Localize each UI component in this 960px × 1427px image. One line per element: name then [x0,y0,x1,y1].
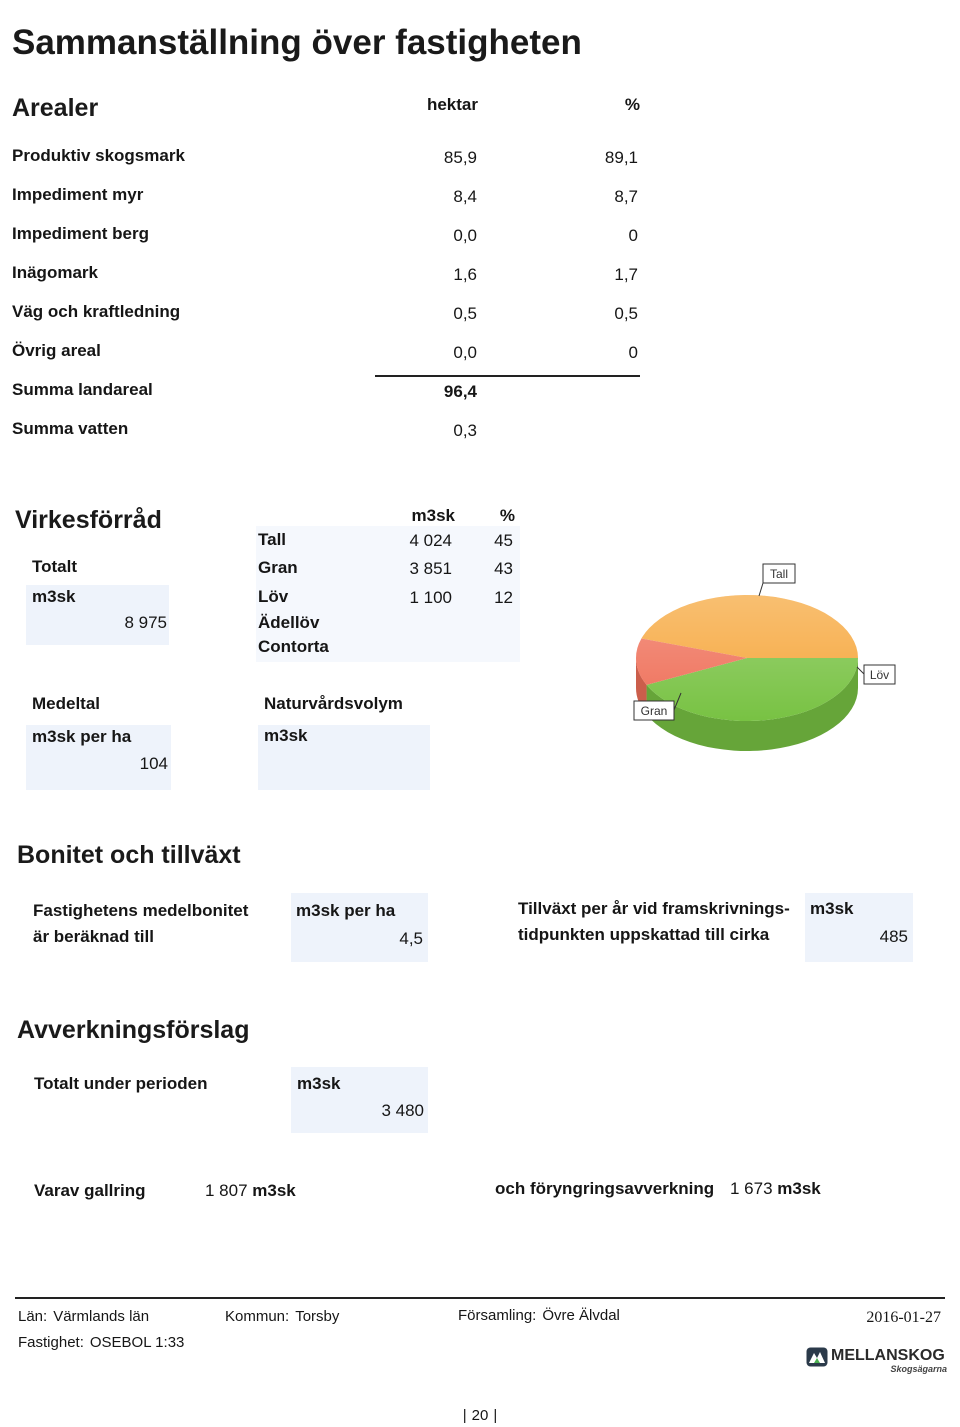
tillvaxt-value: 485 [879,927,908,946]
medeltal-unit: m3sk per ha [32,727,132,746]
gallring-amount [205,1182,296,1199]
species-percent: 43 [494,559,513,578]
row-label: Impediment berg [12,224,149,243]
bonitet-heading: Bonitet och tillväxt [17,841,241,869]
avverkning-heading: Avverkningsförslag [17,1016,250,1044]
row-label: Inägomark [12,263,98,282]
forsamling-value: Övre Älvdal [542,1307,620,1324]
tillvaxt-label: Tillväxt per år vid framskrivnings- [518,899,790,918]
leader-line-tall [759,583,763,596]
naturvardsvolym-label: Naturvårdsvolym [264,694,403,713]
foryngring-value: 1 673 [730,1179,773,1198]
page-title: Sammanställning över fastigheten [12,23,582,62]
medeltal-value: 104 [139,754,168,773]
tillvaxt-label-cont: tidpunkten uppskattad till cirka [518,925,770,944]
page-number: | 20 | [430,1408,530,1423]
logo-tagline: Skogsägarna [890,1364,947,1374]
totalt-unit: m3sk [32,587,76,606]
row-hektar: 1,6 [453,265,477,284]
row-percent: 89,1 [604,148,638,167]
footer-forsamling [458,1308,620,1323]
kommun-value: Torsby [295,1308,340,1325]
species-name: Löv [258,587,289,606]
pie-label-text: Gran [640,704,668,718]
fastighet-label: Fastighet: [18,1334,84,1351]
pie-label-text: Löv [869,668,890,682]
pie-label-lov [864,665,895,684]
kommun-label: Kommun: [225,1308,290,1325]
medelbonitet-label: Fastighetens medelbonitet [33,901,249,920]
row-hektar: 0,0 [453,226,477,245]
virkesforrad-heading: Virkesförråd [15,506,162,534]
tillvaxt-unit: m3sk [810,899,854,918]
foryngring-amount [730,1180,821,1197]
pie-label-tall [763,564,795,583]
footer-divider [15,1297,945,1299]
sum-divider [375,375,640,377]
row-label: Produktiv skogsmark [12,146,185,165]
row-label: Impediment myr [12,185,144,204]
avverkning-totalt-label: Totalt under perioden [34,1074,208,1093]
avverkning-totalt-value: 3 480 [381,1101,424,1120]
foryngring-unit: m3sk [777,1179,821,1198]
pie-label-gran [634,701,674,720]
medelbonitet-value: 4,5 [399,929,423,948]
row-percent: 0 [628,343,638,362]
row-percent: 8,7 [614,187,638,206]
mellanskog-logo-icon [806,1347,828,1367]
row-hektar: 85,9 [443,148,477,167]
gallring-label: Varav gallring [34,1181,146,1200]
medelbonitet-unit: m3sk per ha [296,901,396,920]
row-percent: 0 [628,226,638,245]
col-header-percent: % [499,506,515,525]
pie-label-text: Tall [769,567,789,581]
leader-line-lov [857,667,864,674]
summa-landareal-label: Summa landareal [12,380,153,399]
footer-lan [18,1309,149,1324]
row-hektar: 0,5 [453,304,477,323]
row-percent: 0,5 [614,304,638,323]
row-label: Väg och kraftledning [12,302,181,321]
medeltal-label: Medeltal [32,694,101,713]
fastighet-value: OSEBOL 1:33 [89,1334,185,1351]
summa-landareal-value: 96,4 [443,382,477,401]
species-m3sk: 4 024 [409,531,452,550]
row-label: Övrig areal [12,341,101,360]
medelbonitet-label-cont: är beräknad till [33,927,154,946]
col-header-percent: % [624,95,640,114]
row-hektar: 0,0 [453,343,477,362]
footer-fastighet [18,1335,184,1350]
foryngring-label: och föryngringsavverkning [495,1179,715,1198]
footer-kommun [225,1309,339,1324]
footer-date: 2016-01-27 [866,1309,941,1326]
species-m3sk: 1 100 [409,588,452,607]
naturvardsvolym-unit: m3sk [264,726,308,745]
species-pie-chart [600,550,930,790]
arealer-heading: Arealer [12,94,99,122]
species-name: Tall [258,530,287,549]
species-percent: 45 [494,531,513,550]
col-header-m3sk: m3sk [411,506,455,525]
totalt-label: Totalt [32,557,78,576]
species-name: Ädellöv [258,613,320,632]
totalt-value: 8 975 [124,613,167,632]
avverkning-totalt-unit: m3sk [297,1074,341,1093]
summa-vatten-label: Summa vatten [12,419,129,438]
summa-vatten-value: 0,3 [453,421,477,440]
col-header-hektar: hektar [426,95,478,114]
species-m3sk: 3 851 [409,559,452,578]
species-name: Gran [258,558,298,577]
forsamling-label: Församling: [458,1307,537,1324]
gallring-value: 1 807 [205,1181,248,1200]
lan-label: Län: [18,1308,48,1325]
row-percent: 1,7 [614,265,638,284]
species-percent: 12 [494,588,513,607]
species-name: Contorta [258,637,329,656]
logo-name: MELLANSKOG [831,1347,945,1364]
gallring-unit: m3sk [252,1181,296,1200]
row-hektar: 8,4 [453,187,477,206]
lan-value: Värmlands län [53,1308,150,1325]
